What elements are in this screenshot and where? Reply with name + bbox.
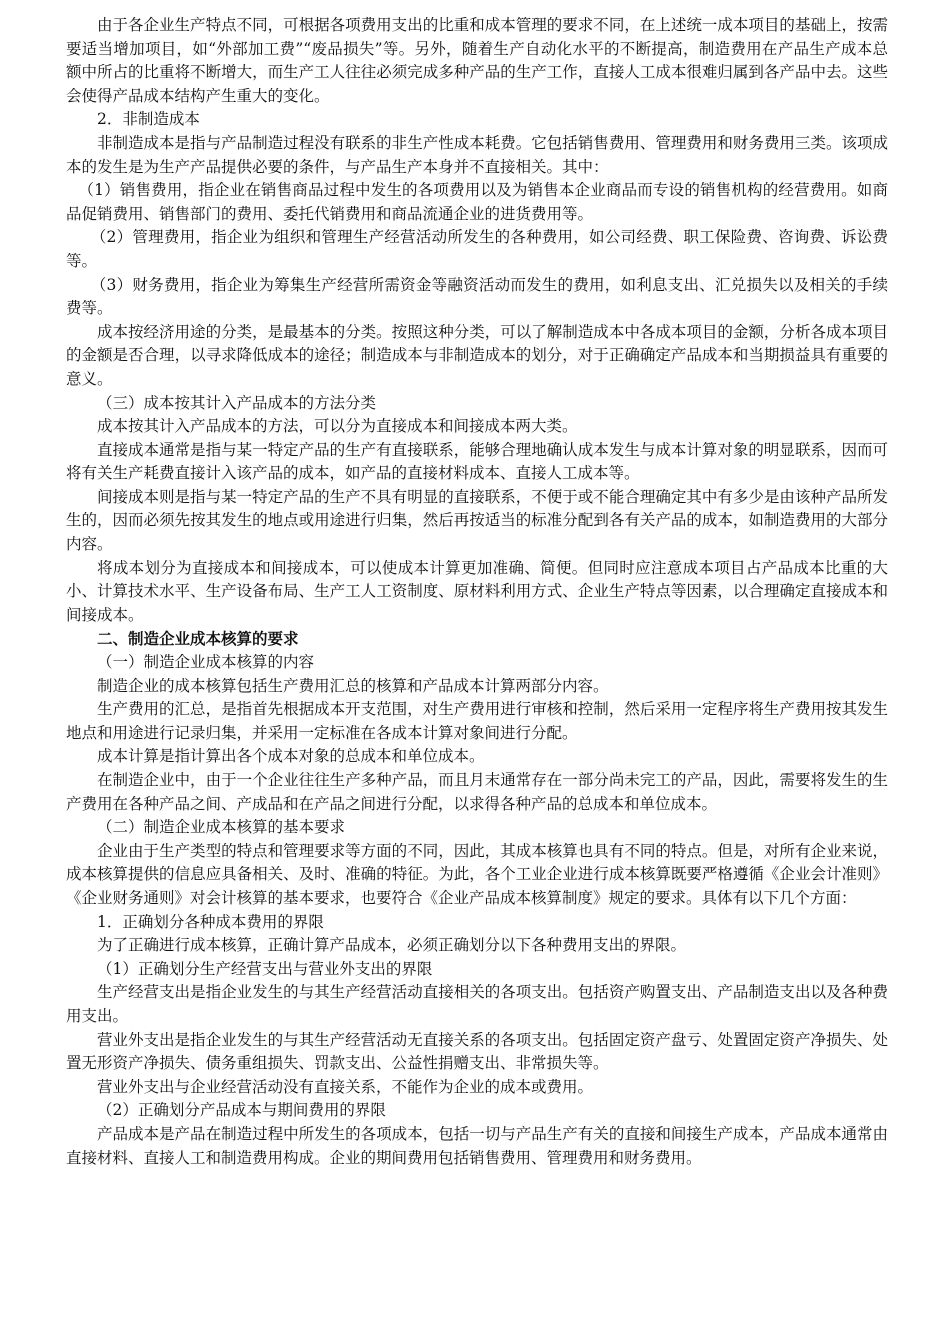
paragraph-selling-expenses: （1）销售费用，指企业在销售商品过程中发生的各项费用以及为销售本企业商品而专设的销售机构的经营费用。如商品促销费用、销售部门的费用、委托代销费用和商品流通企业的进货费用等。: [66, 181, 888, 223]
heading-product-cost-vs-period-expense: （2）正确划分产品成本与期间费用的界限: [97, 1101, 386, 1120]
paragraph-non-manufacturing-definition: 非制造成本是指与产品制造过程没有联系的非生产性成本耗费。它包括销售费用、管理费用和财务费用三类。该项成本的发生是为生产产品提供必要的条件，与产品生产本身并不直接相关。其中：: [66, 133, 888, 176]
heading-basic-requirements: （二）制造企业成本核算的基本要求: [97, 818, 346, 837]
paragraph-operating-expenditure: 生产经营支出是指企业发生的与其生产经营活动直接相关的各项支出。包括资产购置支出、产品制造支出以及各种费用支出。: [66, 983, 888, 1025]
paragraph-cost-boundaries-intro: 为了正确进行成本核算，正确计算产品成本，必须正确划分以下各种费用支出的界限。: [97, 936, 687, 955]
paragraph-production-expense-summary: 生产费用的汇总，是指首先根据成本开支范围，对生产费用进行审核和控制，然后采用一定程序将生产费用按其发生地点和用途进行记录归集，并采用一定标准在各成本计算对象间进行分配。: [66, 700, 888, 742]
section-heading-cost-accounting-requirements: 二、制造企业成本核算的要求: [97, 629, 299, 649]
heading-cost-boundaries: 1．正确划分各种成本费用的界限: [97, 912, 324, 931]
heading-non-manufacturing-cost: 2．非制造成本: [97, 110, 200, 129]
paragraph-basic-requirements: 企业由于生产类型的特点和管理要求等方面的不同，因此，其成本核算也具有不同的特点。但是，对所有企业来说，成本核算提供的信息应具备相关、及时、准确的特征。为此，各个工业企业进行成本核算既要严格遵循《企业会计准则》《企业财务通则》对会计核算的基本要求，也要符合《企业产品成本核算制度》规定的要求。具体有以下几个方面：: [66, 841, 888, 907]
paragraph-economic-use-classification: 成本按经济用途的分类，是最基本的分类。按照这种分类，可以了解制造成本中各成本项目的金额，分析各成本项目的金额是否合理，以寻求降低成本的途径；制造成本与非制造成本的划分，对于正确确定产品成本和当期损益具有重要的意义。: [66, 322, 888, 388]
heading-cost-accounting-content: （一）制造企业成本核算的内容: [97, 653, 315, 672]
paragraph-product-cost-composition: 产品成本是产品在制造过程中所发生的各项成本，包括一切与产品生产有关的直接和间接生产成本，产品成本通常由直接材料、直接人工和制造费用构成。企业的期间费用包括销售费用、管理费用和财务费用。: [66, 1124, 888, 1167]
paragraph-direct-cost: 直接成本通常是指与某一特定产品的生产有直接联系，能够合理地确认成本发生与成本计算对象的明显联系，因而可将有关生产耗费直接计入该产品的成本，如产品的直接材料成本、直接人工成本等。: [66, 440, 888, 483]
paragraph-nonoperating-expenditure: 营业外支出是指企业发生的与其生产经营活动无直接关系的各项支出。包括固定资产盘亏、处置固定资产净损失、处置无形资产净损失、债务重组损失、罚款支出、公益性捐赠支出、非常损失等。: [66, 1030, 888, 1073]
paragraph-admin-expenses: （2）管理费用，指企业为组织和管理生产经营活动所发生的各种费用，如公司经费、职工保险费、咨询费、诉讼费等。: [66, 228, 888, 270]
paragraph-cost-structure: 由于各企业生产特点不同，可根据各项费用支出的比重和成本管理的要求不同，在上述统一成本项目的基础上，按需要适当增加项目，如“外部加工费”“废品损失”等。另外，随着生产自动化水平的不断提高，制造费用在产品生产成本总额中所占的比重将不断增大，而生产工人往往必须完成多种产品的生产工作，直接人工成本很难归属到各产品中去。这些会使得产品成本结构产生重大的变化。: [66, 16, 888, 105]
paragraph-cost-calculation: 成本计算是指计算出各个成本对象的总成本和单位成本。: [97, 747, 485, 766]
paragraph-financial-expenses: （3）财务费用，指企业为筹集生产经营所需资金等融资活动而发生的费用，如利息支出、汇兑损失以及相关的手续费等。: [66, 275, 888, 318]
paragraph-nonoperating-not-cost: 营业外支出与企业经营活动没有直接关系，不能作为企业的成本或费用。: [97, 1077, 594, 1096]
heading-operating-vs-nonoperating: （1）正确划分生产经营支出与营业外支出的界限: [97, 959, 433, 978]
paragraph-direct-indirect-significance: 将成本划分为直接成本和间接成本，可以使成本计算更加准确、简便。但同时应注意成本项目占产品成本比重的大小、计算技术水平、生产设备布局、生产工人工资制度、原材料利用方式、企业生产特点等因素，以合理确定直接成本和间接成本。: [66, 558, 888, 624]
paragraph-direct-indirect-intro: 成本按其计入产品成本的方法，可以分为直接成本和间接成本两大类。: [97, 417, 578, 436]
paragraph-cost-accounting-content: 制造企业的成本核算包括生产费用汇总的核算和产品成本计算两部分内容。: [97, 676, 609, 695]
paragraph-allocation-among-products: 在制造企业中，由于一个企业往往生产多种产品，而且月末通常存在一部分尚未完工的产品，因此，需要将发生的生产费用在各种产品之间、产成品和在产品之间进行分配，以求得各种产品的总成本和单位成本。: [66, 771, 888, 813]
paragraph-indirect-cost: 间接成本则是指与某一特定产品的生产不具有明显的直接联系，不便于或不能合理确定其中有多少是由该种产品所发生的，因而必须先按其发生的地点或用途进行归集，然后再按适当的标准分配到各有关产品的成本，如制造费用的大部分内容。: [66, 487, 888, 554]
heading-direct-indirect-classification: （三）成本按其计入产品成本的方法分类: [97, 393, 377, 412]
